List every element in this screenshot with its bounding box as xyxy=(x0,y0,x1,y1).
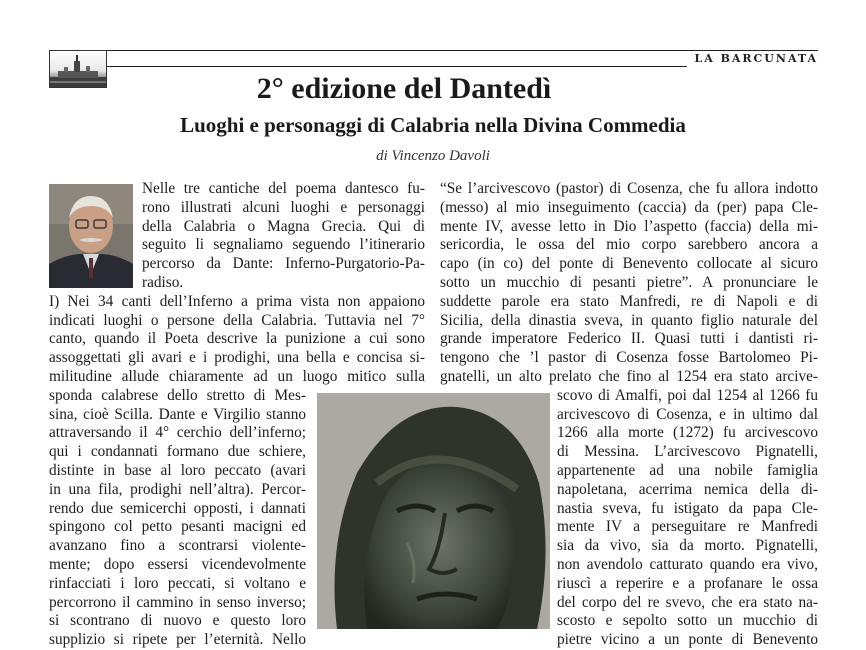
text-line: scosto e sepolto sotto un mucchio di xyxy=(557,612,818,630)
text-line: di Messina. L’arcivescovo Pignatelli, xyxy=(557,443,818,461)
right-text-column xyxy=(440,180,818,650)
text-line: arcivescovo di Cosenza, e in ultimo dal xyxy=(557,405,818,423)
article-byline: di Vincenzo Davoli xyxy=(376,148,490,164)
text-line: rinfacciati i loro peccati, si voltano e xyxy=(49,574,306,592)
text-line: grande imperatore Federico II. Quasi tutti i dantisti ri- xyxy=(440,330,818,348)
text-line: radiso. xyxy=(142,273,184,291)
text-line: rendo due semicerchi opposti, i dannati xyxy=(49,499,306,517)
text-line: avanzano fino a scontrarsi violente- xyxy=(49,537,306,555)
section-label: LA BARCUNATA xyxy=(694,52,818,65)
text-line: 1266 alla morte (1272) fu arcivescovo xyxy=(557,424,818,442)
text-line: “Se l’arcivescovo (pastor) di Cosenza, che fu allora indotto xyxy=(440,180,818,197)
text-line: capo (in co) del ponte di Benevento collocate al sicuro xyxy=(440,255,818,273)
text-line: sericordia, le ossa del mio corpo sarebbero ancora a xyxy=(440,236,818,254)
text-line: attraversando il 4° cerchio dell’inferno; xyxy=(49,424,306,442)
author-portrait-photo xyxy=(49,184,133,288)
text-line: suddette parole era stato Manfredi, re di Napoli e di xyxy=(440,292,818,310)
text-line: mente IV a perseguitare re Manfredi xyxy=(557,518,818,536)
text-line: nastia sveva, fu istigato da papa Cle- xyxy=(557,499,818,517)
text-line: I) Nei 34 canti dell’Inferno a prima vista non appaiono xyxy=(49,292,425,310)
text-line: spingono col petto pesanti macigni ed xyxy=(49,518,306,536)
text-line: (messo) al mio inseguimento (caccia) da (per) papa Cle- xyxy=(440,198,818,216)
text-line: scovo di Amalfi, poi dal 1254 al 1266 fu xyxy=(557,386,818,404)
text-line: non avendolo catturato quando era vivo, xyxy=(557,555,818,573)
text-line: indicati luoghi o persone della Calabria. Tuttavia nel 7° xyxy=(49,311,425,329)
text-line: mente; dopo essersi vicendevolmente xyxy=(49,555,306,573)
text-line: pietre vicino a un ponte di Benevento xyxy=(557,631,818,649)
text-line: canto, quando il Poeta descrive la punizione a cui sono xyxy=(49,330,425,348)
text-line: del corpo del re svevo, che era stato na- xyxy=(557,593,818,611)
text-line: sotto un mucchio di pesanti pietre”. A pronunciare le xyxy=(440,273,818,291)
text-line: supplizio si ripete per l’eternità. Nello xyxy=(49,631,306,649)
header-rule-top xyxy=(107,50,818,51)
text-line: mente IV, avesse letto in Dio l’aspetto (faccia) della mi- xyxy=(440,217,818,235)
header-rule-bottom xyxy=(107,66,687,67)
text-line: seguito li segnaliamo seguendo l’itinerario xyxy=(142,236,425,254)
text-line: Sicilia, della dinastia sveva, in quanto figlio naturale del xyxy=(440,311,818,329)
text-line: sia da vivo, sia da morto. Pignatelli, xyxy=(557,537,818,555)
text-line: in una fila, prodighi nell’altra). Percor- xyxy=(49,480,306,498)
text-line: percorrono il cammino in senso inverso; xyxy=(49,593,306,611)
text-line: appartenente ad una nobile famiglia xyxy=(557,461,818,479)
text-line: della Calabria o Magna Grecia. Qui di xyxy=(142,217,425,235)
text-line: gnatelli, un alto prelato che fino al 1254 era stato arcive- xyxy=(440,367,818,385)
text-line: qui i condannati formano due schiere, xyxy=(49,443,306,461)
article-subtitle: Luoghi e personaggi di Calabria nella Divina Commedia xyxy=(180,113,686,137)
text-line: percorso da Dante: Inferno-Purgatorio-Pa- xyxy=(142,255,425,273)
text-line: napoletana, acerrima nemica della di- xyxy=(557,480,818,498)
text-line: Nelle tre cantiche del poema dantesco fu- xyxy=(142,180,425,197)
text-line: militudine allude chiaramente ad un luogo mitico sulla xyxy=(49,367,425,385)
text-line: assoggettati gli avari e i prodighi, una bella e concisa si- xyxy=(49,349,425,367)
text-line: rono illustrati alcuni luoghi e personaggi xyxy=(142,198,425,216)
text-line: si scontrano di nuovo e questo loro xyxy=(49,612,306,630)
text-line: distinte in base al loro peccato (avari xyxy=(49,461,306,479)
text-line: tengono che ’l pastor di Cosenza fosse Bartolomeo Pi- xyxy=(440,349,818,367)
article-title: 2° edizione del Dantedì xyxy=(256,72,552,105)
text-line: riuscì a reperire e a profanare le ossa xyxy=(557,574,818,592)
text-line: sina, cioè Scilla. Dante e Virgilio stanno xyxy=(49,405,306,423)
text-line: sponda calabrese dello stretto di Mes- xyxy=(49,386,306,404)
